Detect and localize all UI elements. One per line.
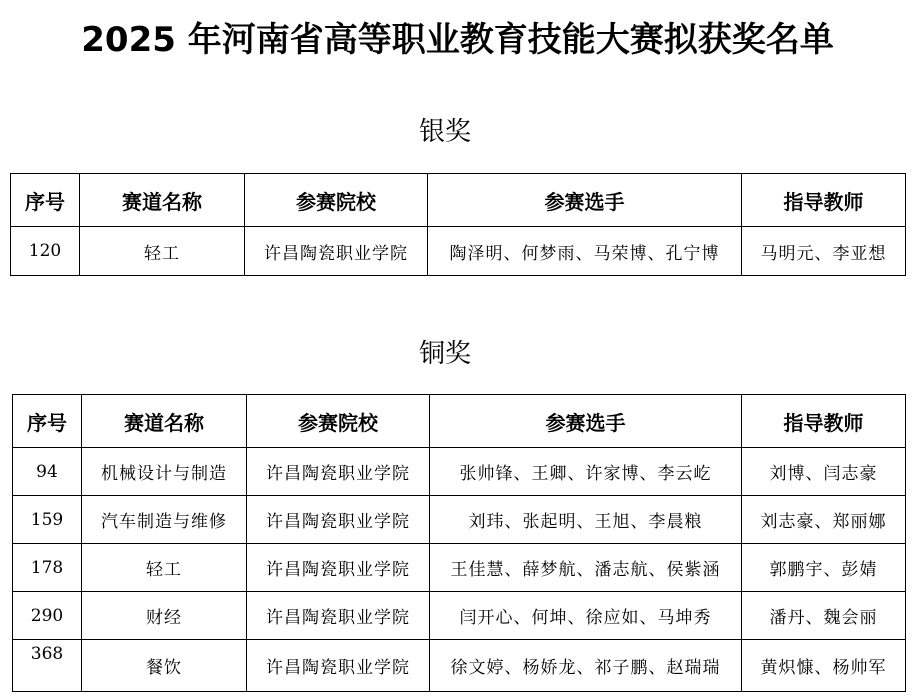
table-row [13, 544, 906, 592]
cell-players: 徐文婷、杨娇龙、祁子鹏、赵瑞瑞 [430, 640, 742, 692]
cell-players: 刘玮、张起明、王旭、李晨粮 [430, 496, 742, 544]
column-header-track: 赛道名称 [82, 395, 247, 448]
table-row [13, 592, 906, 640]
cell-players: 闫开心、何坤、徐应如、马坤秀 [430, 592, 742, 640]
cell-teachers: 黄炽慷、杨帅军 [742, 640, 906, 692]
column-header-id: 序号 [13, 395, 82, 448]
column-header-teachers: 指导教师 [742, 174, 906, 227]
bronze-award-table [12, 394, 906, 692]
column-header-school: 参赛院校 [247, 395, 430, 448]
table-row [13, 640, 906, 692]
cell-id: 94 [13, 448, 82, 496]
column-header-school: 参赛院校 [245, 174, 428, 227]
cell-school: 许昌陶瓷职业学院 [247, 640, 430, 692]
cell-id: 159 [13, 496, 82, 544]
cell-teachers: 刘博、闫志豪 [742, 448, 906, 496]
silver-award-heading: 银奖 [418, 117, 471, 147]
cell-school: 许昌陶瓷职业学院 [247, 448, 430, 496]
cell-school: 许昌陶瓷职业学院 [247, 544, 430, 592]
cell-track: 轻工 [82, 544, 247, 592]
table-row [11, 227, 906, 276]
column-header-teachers: 指导教师 [742, 395, 906, 448]
cell-players: 张帅锋、王卿、许家博、李云屹 [430, 448, 742, 496]
cell-track: 财经 [82, 592, 247, 640]
cell-track: 餐饮 [82, 640, 247, 692]
cell-school: 许昌陶瓷职业学院 [247, 592, 430, 640]
cell-school: 许昌陶瓷职业学院 [247, 496, 430, 544]
cell-id: 178 [13, 544, 82, 592]
table-header-row [13, 395, 906, 448]
table-row [13, 448, 906, 496]
page-title: 2025 年河南省高等职业教育技能大赛拟获奖名单 [81, 20, 834, 60]
cell-teachers: 马明元、李亚想 [742, 227, 906, 276]
table-row [13, 496, 906, 544]
cell-teachers: 刘志豪、郑丽娜 [742, 496, 906, 544]
column-header-track: 赛道名称 [80, 174, 245, 227]
cell-teachers: 郭鹏宇、彭婧 [742, 544, 906, 592]
cell-id: 368 [13, 640, 82, 692]
cell-teachers: 潘丹、魏会丽 [742, 592, 906, 640]
bronze-award-heading: 铜奖 [418, 339, 471, 369]
column-header-players: 参赛选手 [430, 395, 742, 448]
column-header-id: 序号 [11, 174, 80, 227]
cell-id: 120 [11, 227, 80, 276]
cell-track: 机械设计与制造 [82, 448, 247, 496]
cell-school: 许昌陶瓷职业学院 [245, 227, 428, 276]
column-header-players: 参赛选手 [428, 174, 742, 227]
table-header-row [11, 174, 906, 227]
cell-id: 290 [13, 592, 82, 640]
silver-award-table [10, 173, 906, 276]
cell-track: 汽车制造与维修 [82, 496, 247, 544]
cell-players: 王佳慧、薛梦航、潘志航、侯紫涵 [430, 544, 742, 592]
cell-track: 轻工 [80, 227, 245, 276]
cell-players: 陶泽明、何梦雨、马荣博、孔宁博 [428, 227, 742, 276]
